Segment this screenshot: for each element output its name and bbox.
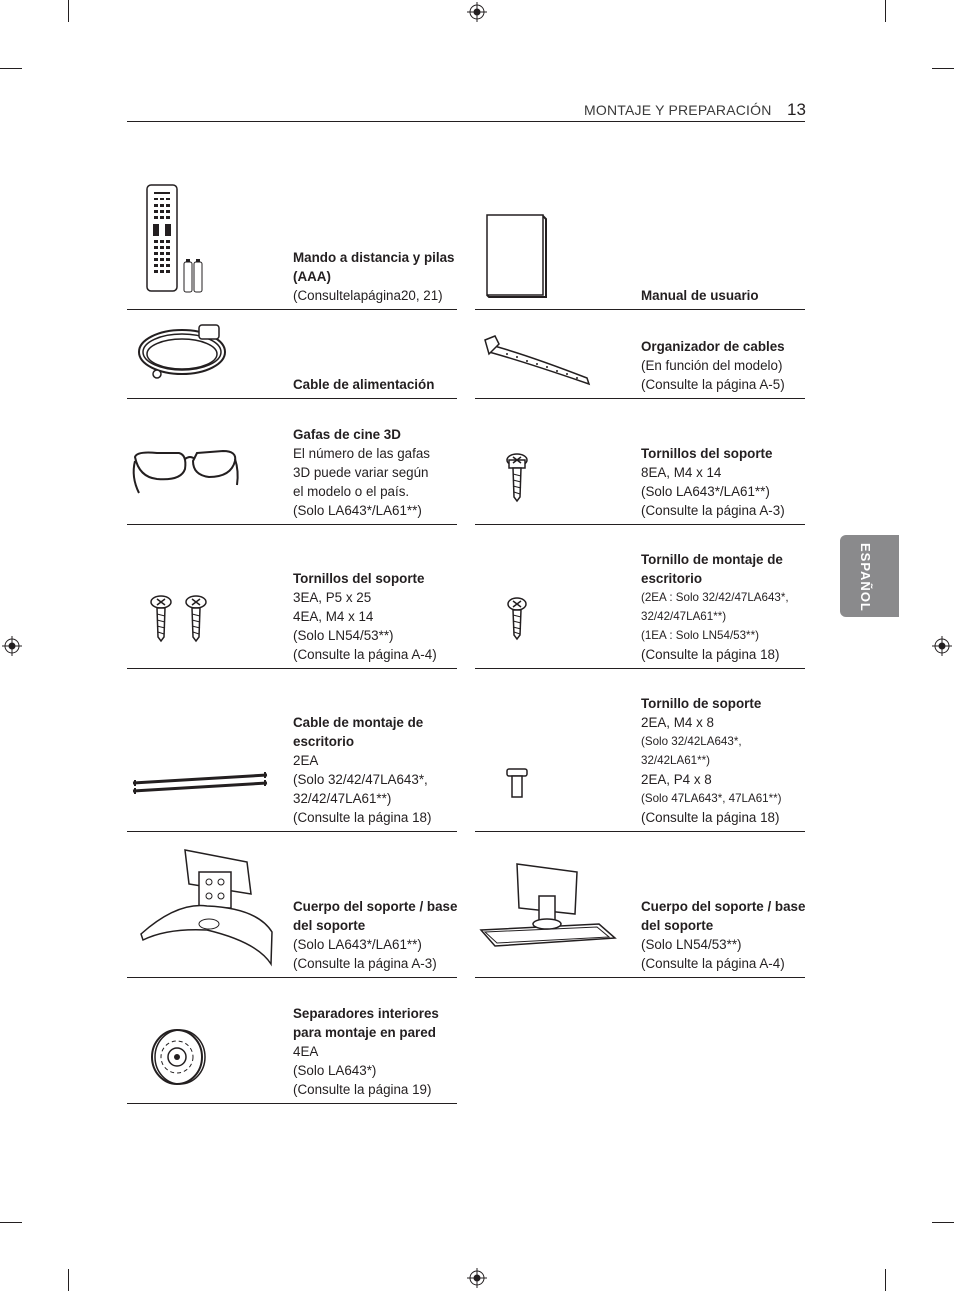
item-stand-body-la (127, 832, 457, 978)
row-divider (127, 1103, 457, 1104)
item-text (293, 248, 463, 305)
item-detail: (Solo LN54/53**) (641, 937, 742, 952)
section-title: MONTAJE Y PREPARACIÓN (584, 102, 772, 118)
wall-spacer-icon (127, 978, 292, 1104)
item-detail: el modelo o el país. (293, 484, 410, 499)
item-detail: (Solo LN54/53**) (293, 628, 394, 643)
item-name: Organizador de cables (641, 339, 785, 354)
item-stand-screws-la (475, 399, 805, 525)
language-tab-label: ESPAÑOL (858, 543, 873, 612)
stand-body-icon (127, 832, 292, 978)
registration-mark-icon (2, 636, 22, 656)
power-cord-icon (127, 310, 292, 399)
item-name: Manual de usuario (641, 288, 759, 303)
registration-mark-icon (932, 636, 952, 656)
item-detail: (Consulte la página 18) (641, 810, 780, 825)
item-detail: 32/42/47LA61**) (293, 791, 392, 806)
item-text (293, 1004, 463, 1099)
item-detail: 32/42LA61**) (641, 754, 710, 767)
item-text (641, 337, 811, 394)
item-text (641, 444, 811, 520)
item-detail: (Solo 47LA643*, 47LA61**) (641, 792, 782, 805)
item-detail: 4EA (293, 1044, 319, 1059)
item-detail: (Solo LA643*/LA61**) (641, 484, 770, 499)
item-name: Cable de alimentación (293, 377, 435, 392)
item-text (641, 550, 811, 664)
item-user-manual (475, 170, 805, 310)
item-name: Tornillo de montaje de escritorio (641, 552, 783, 586)
item-detail: 2EA, P4 x 8 (641, 772, 712, 787)
item-name: Cuerpo del soporte / base del soporte (293, 899, 458, 933)
3d-glasses-icon (127, 399, 292, 525)
item-power-cord (127, 310, 457, 399)
header-rule (127, 121, 805, 122)
short-screw-icon (475, 669, 640, 832)
item-detail: (Solo LA643*/LA61**) (293, 937, 422, 952)
crop-mark (68, 1269, 69, 1291)
item-detail: (Consulte la página A-4) (641, 956, 785, 971)
crop-mark (68, 0, 69, 22)
item-detail: (Solo LA643*/LA61**) (293, 503, 422, 518)
item-detail: 32/42/47LA61**) (641, 610, 727, 623)
crop-mark (932, 68, 954, 69)
item-text (641, 694, 811, 827)
row-divider (475, 977, 805, 978)
item-detail: (2EA : Solo 32/42/47LA643*, (641, 591, 789, 604)
registration-mark-icon (467, 1268, 487, 1288)
item-detail: (Consulte la página 18) (293, 810, 432, 825)
item-detail: (Consulte la página A-5) (641, 377, 785, 392)
item-detail: (Consulte la página 19) (293, 1082, 432, 1097)
item-detail: (Consulte la página A-3) (293, 956, 437, 971)
cable-organizer-icon (475, 310, 640, 399)
language-tab (840, 535, 899, 617)
item-name: Tornillo de soporte (641, 696, 762, 711)
user-manual-icon (475, 170, 640, 310)
item-detail: 3D puede variar según (293, 465, 429, 480)
item-detail: 4EA, M4 x 14 (293, 609, 374, 624)
item-stand-screws-ln (127, 525, 457, 669)
item-detail: (Consultelapágina20, 21) (293, 288, 443, 303)
item-text (293, 425, 463, 520)
item-cable-organizer (475, 310, 805, 399)
item-remote (127, 170, 457, 310)
remote-control-icon (127, 170, 292, 310)
item-detail: 3EA, P5 x 25 (293, 590, 372, 605)
item-wall-spacers (127, 978, 457, 1104)
item-name: Cable de montaje de escritorio (293, 715, 424, 749)
item-text (293, 569, 463, 664)
crop-mark (0, 68, 22, 69)
item-detail: 2EA (293, 753, 319, 768)
item-text (293, 713, 463, 827)
crop-mark (0, 1222, 22, 1223)
item-detail: (Consulte la página A-3) (641, 503, 785, 518)
item-text (293, 375, 463, 394)
item-desk-mount-cable (127, 669, 457, 832)
stand-body-base-icon (475, 832, 640, 978)
crop-mark (932, 1222, 954, 1223)
item-text (293, 897, 463, 973)
item-text (641, 897, 811, 973)
item-detail: (Solo LA643*) (293, 1063, 377, 1078)
item-text (641, 286, 811, 305)
item-detail: El número de las gafas (293, 446, 430, 461)
item-detail: 8EA, M4 x 14 (641, 465, 722, 480)
item-detail: (Consulte la página 18) (641, 647, 780, 662)
item-name: Separadores interiores para montaje en pared (293, 1006, 439, 1040)
item-stand-body-ln (475, 832, 805, 978)
crop-mark (885, 0, 886, 22)
crop-mark (885, 1269, 886, 1291)
screw-pair-icon (127, 525, 292, 669)
item-detail: 2EA, M4 x 8 (641, 715, 714, 730)
item-name: Cuerpo del soporte / base del soporte (641, 899, 806, 933)
item-3d-glasses (127, 399, 457, 525)
item-name: Tornillos del soporte (641, 446, 773, 461)
item-detail: (Solo 32/42/47LA643*, (293, 772, 428, 787)
item-detail: (Consulte la página A-4) (293, 647, 437, 662)
screw-icon (475, 525, 640, 669)
item-name: Tornillos del soporte (293, 571, 425, 586)
item-detail: (Solo 32/42LA643*, (641, 735, 742, 748)
item-name: Gafas de cine 3D (293, 427, 401, 442)
registration-mark-icon (467, 2, 487, 22)
desk-mount-cable-icon (127, 669, 292, 832)
item-detail: (1EA : Solo LN54/53**) (641, 629, 759, 642)
page-number: 13 (787, 100, 806, 119)
screw-icon (475, 399, 640, 525)
item-detail: (En función del modelo) (641, 358, 783, 373)
item-stand-screw (475, 669, 805, 832)
item-name: Mando a distancia y pilas (AAA) (293, 250, 455, 284)
item-desk-mount-screw (475, 525, 805, 669)
